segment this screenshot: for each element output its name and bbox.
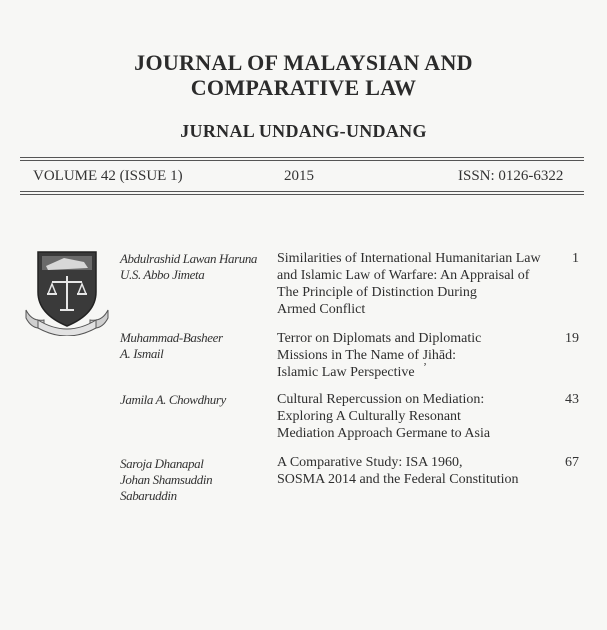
author-name: Saroja Dhanapal	[120, 456, 204, 471]
entry-authors	[120, 392, 270, 408]
bottom-rule-inner	[20, 194, 584, 195]
author-name: U.S. Abbo Jimeta	[120, 267, 205, 282]
issn-label: ISSN: 0126-6322	[458, 168, 564, 184]
title-line: Terror on Diplomats and Diplomatic	[277, 331, 482, 346]
entry-page-number: 43	[565, 392, 579, 407]
university-crest-icon	[24, 248, 110, 336]
entry-page-number: 1	[572, 251, 579, 266]
year-label: 2015	[284, 168, 314, 184]
entry-title	[277, 391, 547, 442]
title-line: Islamic Law Perspective	[277, 365, 415, 380]
author-name: A. Ismail	[120, 346, 164, 361]
entry-page-number: 67	[565, 455, 579, 470]
top-rule-outer	[20, 157, 584, 158]
author-name: Muhammad-Basheer	[120, 330, 223, 345]
entry-authors	[120, 251, 270, 283]
author-name: Sabaruddin	[120, 488, 177, 503]
title-line: Exploring A Culturally Resonant	[277, 409, 461, 424]
author-name: Johan Shamsuddin	[120, 472, 213, 487]
stray-mark: ʼ	[423, 360, 427, 374]
author-name: Abdulrashid Lawan Haruna	[120, 251, 258, 266]
volume-label: VOLUME 42 (ISSUE 1)	[33, 168, 183, 184]
journal-title-line-1: JOURNAL OF MALAYSIAN AND	[134, 50, 473, 75]
journal-subtitle: JURNAL UNDANG-UNDANG	[180, 121, 427, 141]
title-line: Cultural Repercussion on Mediation:	[277, 392, 485, 407]
entry-authors	[120, 330, 270, 362]
entry-title	[277, 250, 547, 318]
title-line: The Principle of Distinction During	[277, 285, 477, 300]
title-line: Mediation Approach Germane to Asia	[277, 426, 491, 441]
author-name: Jamila A. Chowdhury	[120, 392, 226, 407]
entry-authors	[120, 456, 270, 504]
title-line: SOSMA 2014 and the Federal Constitution	[277, 472, 519, 487]
entry-page-number: 19	[565, 331, 579, 346]
title-line: Similarities of International Humanitarian Law	[277, 251, 541, 266]
title-line: Armed Conflict	[277, 302, 366, 317]
top-rule-inner	[20, 160, 584, 161]
title-line: A Comparative Study: ISA 1960,	[277, 455, 463, 470]
entry-title	[277, 454, 547, 488]
journal-title-line-2: COMPARATIVE LAW	[190, 75, 417, 100]
title-line: Missions in The Name of Jihād:	[277, 348, 457, 363]
title-line: and Islamic Law of Warfare: An Appraisal of	[277, 268, 530, 283]
entry-title	[277, 330, 547, 381]
bottom-rule-outer	[20, 191, 584, 192]
